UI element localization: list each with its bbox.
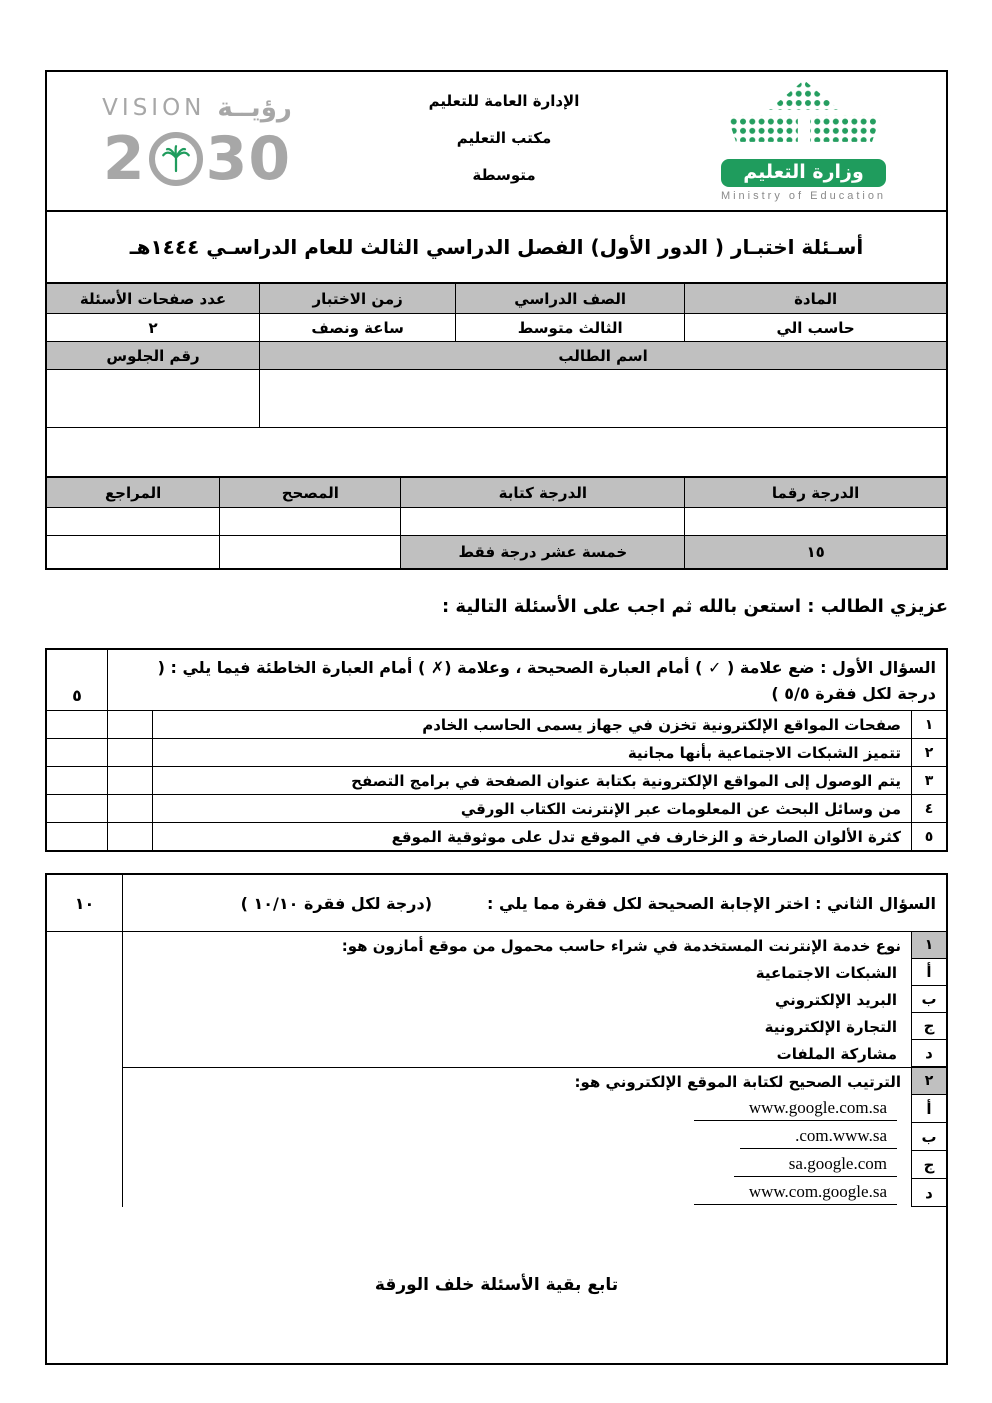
item-header-row xyxy=(123,932,946,959)
question-1-table xyxy=(45,648,948,852)
question-1-item-row xyxy=(47,738,946,766)
grades-blank-row xyxy=(47,508,946,536)
grade-label: الصف الدراسي xyxy=(455,284,684,314)
url-option: www.com.google.sa xyxy=(694,1181,897,1205)
answer-cell-small xyxy=(107,767,152,794)
student-labels-row xyxy=(47,342,946,370)
corrector-blank xyxy=(219,508,400,536)
student-name-blank xyxy=(259,370,946,428)
question-1-item-row xyxy=(47,822,946,850)
written-grade-value: خمسة عشر درجة فقط xyxy=(400,536,684,568)
palm-emblem-icon xyxy=(149,132,203,186)
grades-values-row xyxy=(47,536,946,568)
answer-cell-small xyxy=(107,739,152,766)
continue-overleaf-note: تابع بقية الأسئلة خلف الورقة xyxy=(374,1275,619,1295)
option-letter: ج xyxy=(911,1151,946,1179)
administration-line: الإدارة العامة للتعليم xyxy=(428,92,580,110)
question-1-score: ٥ xyxy=(72,686,82,705)
question-2-items xyxy=(122,932,946,1207)
vision-2030-logo xyxy=(47,72,347,210)
reviewer-label: المراجع xyxy=(47,478,219,508)
numeric-grade-value: ١٥ xyxy=(684,536,946,568)
question-2-item-2 xyxy=(123,1067,946,1207)
subject-value: حاسب الي xyxy=(684,314,946,342)
item-number: ١ xyxy=(911,932,946,959)
question-2-body xyxy=(47,932,946,1207)
answer-cell xyxy=(47,823,107,850)
exam-time-value: ساعة ونصف xyxy=(259,314,455,342)
question-2-header xyxy=(122,875,946,931)
item-number: ١ xyxy=(911,711,946,738)
written-grade-blank xyxy=(400,508,684,536)
url-option: sa.google.com xyxy=(734,1153,897,1177)
item-question: الترتيب الصحيح لكتابة الموقع الإلكتروني هو: xyxy=(574,1072,901,1091)
option-letter: د xyxy=(911,1040,946,1067)
ministry-of-education-logo xyxy=(661,72,946,210)
item-header-row xyxy=(123,1068,946,1095)
option-text: مشاركة الملفات xyxy=(776,1044,897,1063)
url-option: .com.www.sa xyxy=(740,1125,897,1149)
written-grade-label: الدرجة كتابة xyxy=(400,478,684,508)
question-2-table xyxy=(45,873,948,1365)
ministry-logo-dots-icon xyxy=(720,80,888,156)
numeric-grade-label: الدرجة رقما xyxy=(684,478,946,508)
vision-year-prefix: 2 xyxy=(102,124,146,194)
blank-band xyxy=(47,428,946,478)
option-row xyxy=(123,1040,946,1067)
vision-2030-wordmark xyxy=(102,93,292,123)
question-1-item-row xyxy=(47,710,946,738)
question-1-item-row xyxy=(47,794,946,822)
letterhead-text xyxy=(347,72,661,210)
vision-arabic-label: رؤيــة xyxy=(217,93,292,123)
answer-cell xyxy=(47,739,107,766)
education-office-line: مكتب التعليم xyxy=(456,129,552,147)
pages-count-value: ٢ xyxy=(47,314,259,342)
vision-latin-label: VISION xyxy=(102,95,206,121)
option-text: الشبكات الاجتماعية xyxy=(755,963,897,982)
question-2-item-1 xyxy=(123,932,946,1067)
reviewer-signature-blank xyxy=(47,536,219,568)
answer-cell-small xyxy=(107,711,152,738)
option-row xyxy=(123,1095,946,1123)
student-name-label: اسم الطالب xyxy=(259,342,946,370)
item-statement: كثرة الألوان الصارخة و الزخارف في الموقع تدل على موثوقية الموقع xyxy=(152,823,911,850)
answer-cell-small xyxy=(107,823,152,850)
grade-value: الثالث متوسط xyxy=(455,314,684,342)
question-2-title: السؤال الثاني : اختر الإجابة الصحيحة لكل فقرة مما يلي : xyxy=(487,893,936,913)
option-row xyxy=(123,959,946,986)
exam-title: أسـئلة اختبـار ( الدور الأول) الفصل الدراسي الثالث للعام الدراسـي ١٤٤٤هـ xyxy=(47,212,946,284)
seat-number-label: رقم الجلوس xyxy=(47,342,259,370)
option-row xyxy=(123,1013,946,1040)
info-values-row xyxy=(47,314,946,342)
option-text xyxy=(123,1151,911,1179)
option-row xyxy=(123,1179,946,1207)
subject-label: المادة xyxy=(684,284,946,314)
exam-header-block xyxy=(45,70,948,570)
option-letter: د xyxy=(911,1179,946,1207)
option-text xyxy=(123,1179,911,1207)
item-statement: تتميز الشبكات الاجتماعية بأنها مجانية xyxy=(152,739,911,766)
info-header-row xyxy=(47,284,946,314)
option-text: التجارة الإلكترونية xyxy=(764,1017,897,1036)
ministry-subtitle: Ministry of Education xyxy=(720,190,887,202)
seat-number-blank xyxy=(47,370,259,428)
corrector-signature-blank xyxy=(219,536,400,568)
option-letter: أ xyxy=(911,959,946,986)
student-fill-row xyxy=(47,370,946,428)
option-text: البريد الإلكتروني xyxy=(775,990,897,1009)
item-number: ٢ xyxy=(911,1068,946,1095)
option-row xyxy=(123,1151,946,1179)
grades-header-row xyxy=(47,478,946,508)
question-1-note: ( درجة لكل فقرة ٥/٥ ) xyxy=(157,658,936,703)
school-stage-line: متوسطة xyxy=(472,166,536,184)
letterhead-row xyxy=(47,72,946,212)
pages-count-label: عدد صفحات الأسئلة xyxy=(47,284,259,314)
option-row xyxy=(123,986,946,1013)
answer-cell xyxy=(47,767,107,794)
question-2-score: ١٠ xyxy=(74,893,95,913)
item-number: ٢ xyxy=(911,739,946,766)
answer-cell-small xyxy=(107,795,152,822)
exam-time-label: زمن الاختبار xyxy=(259,284,455,314)
option-letter: أ xyxy=(911,1095,946,1123)
url-option: www.google.com.sa xyxy=(694,1097,897,1121)
student-instruction: عزيزي الطالب : استعن بالله ثم اجب على الأسئلة التالية : xyxy=(441,596,948,617)
item-statement: صفحات المواقع الإلكترونية تخزن في جهاز يسمى الحاسب الخادم xyxy=(152,711,911,738)
question-2-note: (درجة لكل فقرة ١٠/١٠ ) xyxy=(240,893,433,913)
question-1-title: السؤال الأول : ضع علامة ( ✓ ) أمام العبارة الصحيحة ، وعلامة (✗ ) أمام العبارة الخاطئة فيما يلي : xyxy=(170,658,936,677)
vision-year-suffix: 30 xyxy=(205,124,292,194)
numeric-grade-blank xyxy=(684,508,946,536)
question-2-side-column xyxy=(47,932,122,1207)
item-statement: يتم الوصول إلى المواقع الإلكترونية بكتابة عنوان الصفحة في برامج التصفح xyxy=(152,767,911,794)
item-number: ٣ xyxy=(911,767,946,794)
option-text xyxy=(123,1095,911,1123)
question-1-header xyxy=(107,650,946,710)
item-number: ٤ xyxy=(911,795,946,822)
answer-cell xyxy=(47,711,107,738)
ministry-wordmark: وزارة التعليم xyxy=(721,159,886,187)
option-row xyxy=(123,1123,946,1151)
option-text xyxy=(123,1123,911,1151)
option-letter: ب xyxy=(911,1123,946,1151)
option-letter: ب xyxy=(911,986,946,1013)
answer-cell xyxy=(47,795,107,822)
vision-2030-year xyxy=(102,124,292,194)
option-letter: ج xyxy=(911,1013,946,1040)
corrector-label: المصحح xyxy=(219,478,400,508)
question-1-item-row xyxy=(47,766,946,794)
item-statement: من وسائل البحث عن المعلومات عبر الإنترنت الكتاب الورقي xyxy=(152,795,911,822)
question-2-header-row xyxy=(47,875,946,932)
item-number: ٥ xyxy=(911,823,946,850)
reviewer-blank xyxy=(47,508,219,536)
item-question: نوع خدمة الإنترنت المستخدمة في شراء حاسب محمول من موقع أمازون هو: xyxy=(341,936,901,955)
question-1-header-row xyxy=(47,650,946,710)
